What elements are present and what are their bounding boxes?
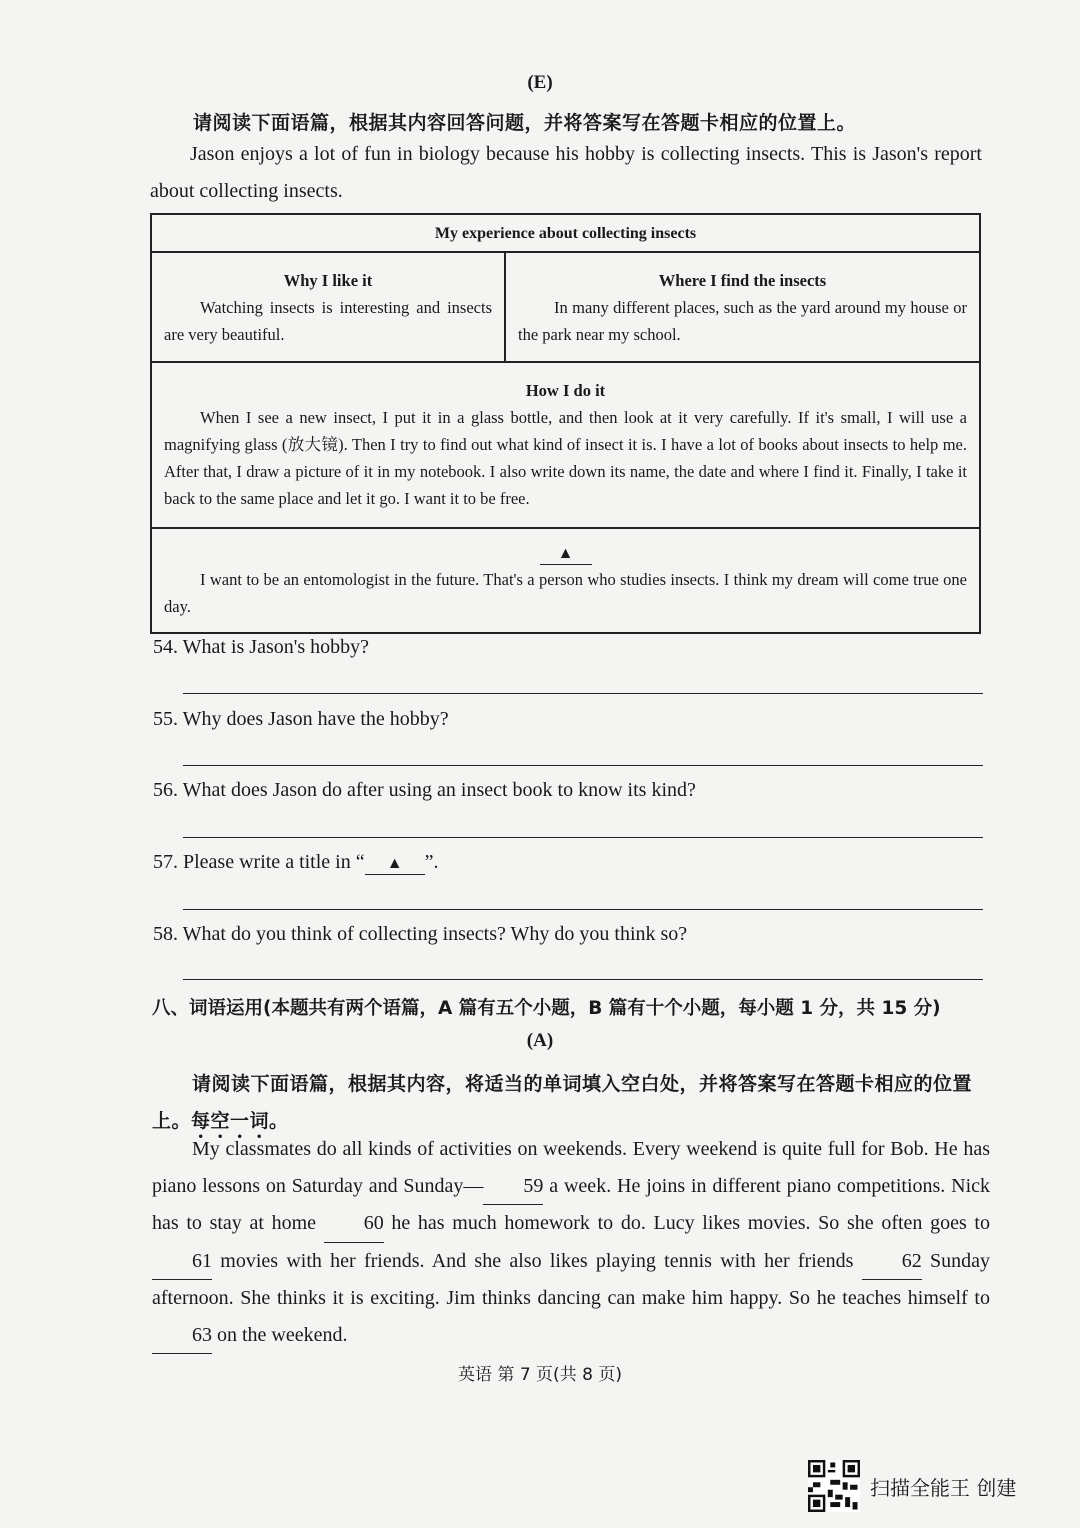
- question-number: 57.: [153, 851, 178, 873]
- how-title: How I do it: [525, 381, 606, 400]
- why-cell: [151, 252, 505, 362]
- blank-60[interactable]: 60: [324, 1205, 384, 1243]
- question-text-after: ”.: [424, 851, 439, 873]
- blank-62[interactable]: 62: [862, 1243, 922, 1281]
- question-text: Why does Jason have the hobby?: [182, 708, 449, 730]
- passage-s6: on the weekend.: [212, 1323, 348, 1346]
- final-text: I want to be an entomologist in the future. That's a person who studies insects. I think my dream will come true one day.: [164, 570, 967, 616]
- section-e-instruction: 请阅读下面语篇，根据其内容回答问题，并将答案写在答题卡相应的位置上。: [193, 112, 857, 134]
- section-e-intro: [150, 136, 982, 210]
- intro-text: Jason enjoys a lot of fun in biology because his hobby is collecting insects. This is Jason's report about collecting insects.: [150, 143, 982, 202]
- page-footer: 英语 第 7 页(共 8 页): [458, 1365, 622, 1385]
- question-number: 54.: [153, 636, 178, 658]
- question-number: 58.: [153, 923, 178, 945]
- question-55: [153, 708, 449, 731]
- question-54: [153, 636, 369, 659]
- report-title: My experience about collecting insects: [151, 214, 980, 252]
- blank-63[interactable]: 63: [152, 1317, 212, 1355]
- answer-line-54[interactable]: [183, 693, 983, 694]
- instruction-tail: 上。: [152, 1110, 192, 1132]
- title-blank-triangle: ▲: [540, 544, 592, 565]
- blank-59[interactable]: 59: [483, 1168, 543, 1206]
- how-text: When I see a new insect, I put it in a glass bottle, and then look at it very carefully. If it's small, I will use a magnifying glass (放大镜). Then I try to find out what kind of insect it is. I have a lot of books about insects to help me. After that, I draw a picture of it in my notebook. I also write down its name, the date and where I find it. Finally, I take it back to the same place and let it go. I want it to be free.: [164, 408, 967, 508]
- where-cell: [505, 252, 980, 362]
- passage-s3: he has much homework to do. Lucy likes movies. So she often goes to: [383, 1212, 990, 1234]
- qr-code-icon: [808, 1460, 860, 1512]
- question-text: What do you think of collecting insects? Why do you think so?: [182, 923, 688, 945]
- question-text-before: Please write a title in “: [183, 851, 365, 873]
- question-text: What is Jason's hobby?: [182, 636, 369, 658]
- where-text: In many different places, such as the yard around my house or the park near my school.: [518, 298, 967, 344]
- blank-61[interactable]: 61: [152, 1243, 212, 1281]
- question-number: 55.: [153, 708, 178, 730]
- final-title: [164, 539, 967, 566]
- answer-line-55[interactable]: [183, 765, 983, 766]
- scanner-watermark: 扫描全能王 创建: [870, 1476, 1017, 1500]
- passage-s2: a week. He joins in different piano competitions. Nick has to stay at home: [152, 1174, 991, 1234]
- part8-section-label: (A): [526, 1030, 554, 1051]
- question-57: [153, 851, 439, 875]
- report-table: [150, 213, 981, 634]
- why-title: Why I like it: [283, 271, 373, 290]
- instruction-emphasis: 每空一词: [191, 1110, 270, 1132]
- instruction-main: 请阅读下面语篇，根据其内容，将适当的单词填入空白处，并将答案写在答题卡相应的位置: [192, 1073, 973, 1095]
- passage-s1: My classmates do all kinds of activities on weekends. Every weekend is quite full for Bob. He has piano lessons on Saturday and Sunday—: [152, 1138, 990, 1197]
- question-text: What does Jason do after using an insect book to know its kind?: [182, 779, 696, 801]
- answer-line-57[interactable]: [183, 909, 983, 910]
- triangle-icon: ▲: [365, 854, 425, 875]
- passage-s5: Sunday afternoon. She thinks it is exciting. Jim thinks dancing can make him happy. So he teaches himself to: [152, 1249, 990, 1309]
- answer-line-58[interactable]: [183, 979, 983, 980]
- answer-line-56[interactable]: [183, 837, 983, 838]
- why-text: Watching insects is interesting and insects are very beautiful.: [164, 298, 492, 344]
- question-58: [153, 923, 687, 946]
- where-title: Where I find the insects: [658, 271, 827, 290]
- question-56: [153, 779, 696, 802]
- instruction-end: 。: [269, 1110, 289, 1132]
- part8-passage: [152, 1131, 990, 1354]
- passage-text: [152, 1131, 990, 1354]
- passage-s4: movies with her friends. And she also likes playing tennis with her friends: [212, 1249, 862, 1272]
- section-e-label: (E): [527, 72, 553, 93]
- how-cell: [151, 362, 980, 528]
- part8-heading: 八、词语运用(本题共有两个语篇，A 篇有五个小题，B 篇有十个小题，每小题 1 分，共 15 分): [152, 998, 941, 1019]
- final-cell: [151, 528, 980, 633]
- question-number: 56.: [153, 779, 178, 801]
